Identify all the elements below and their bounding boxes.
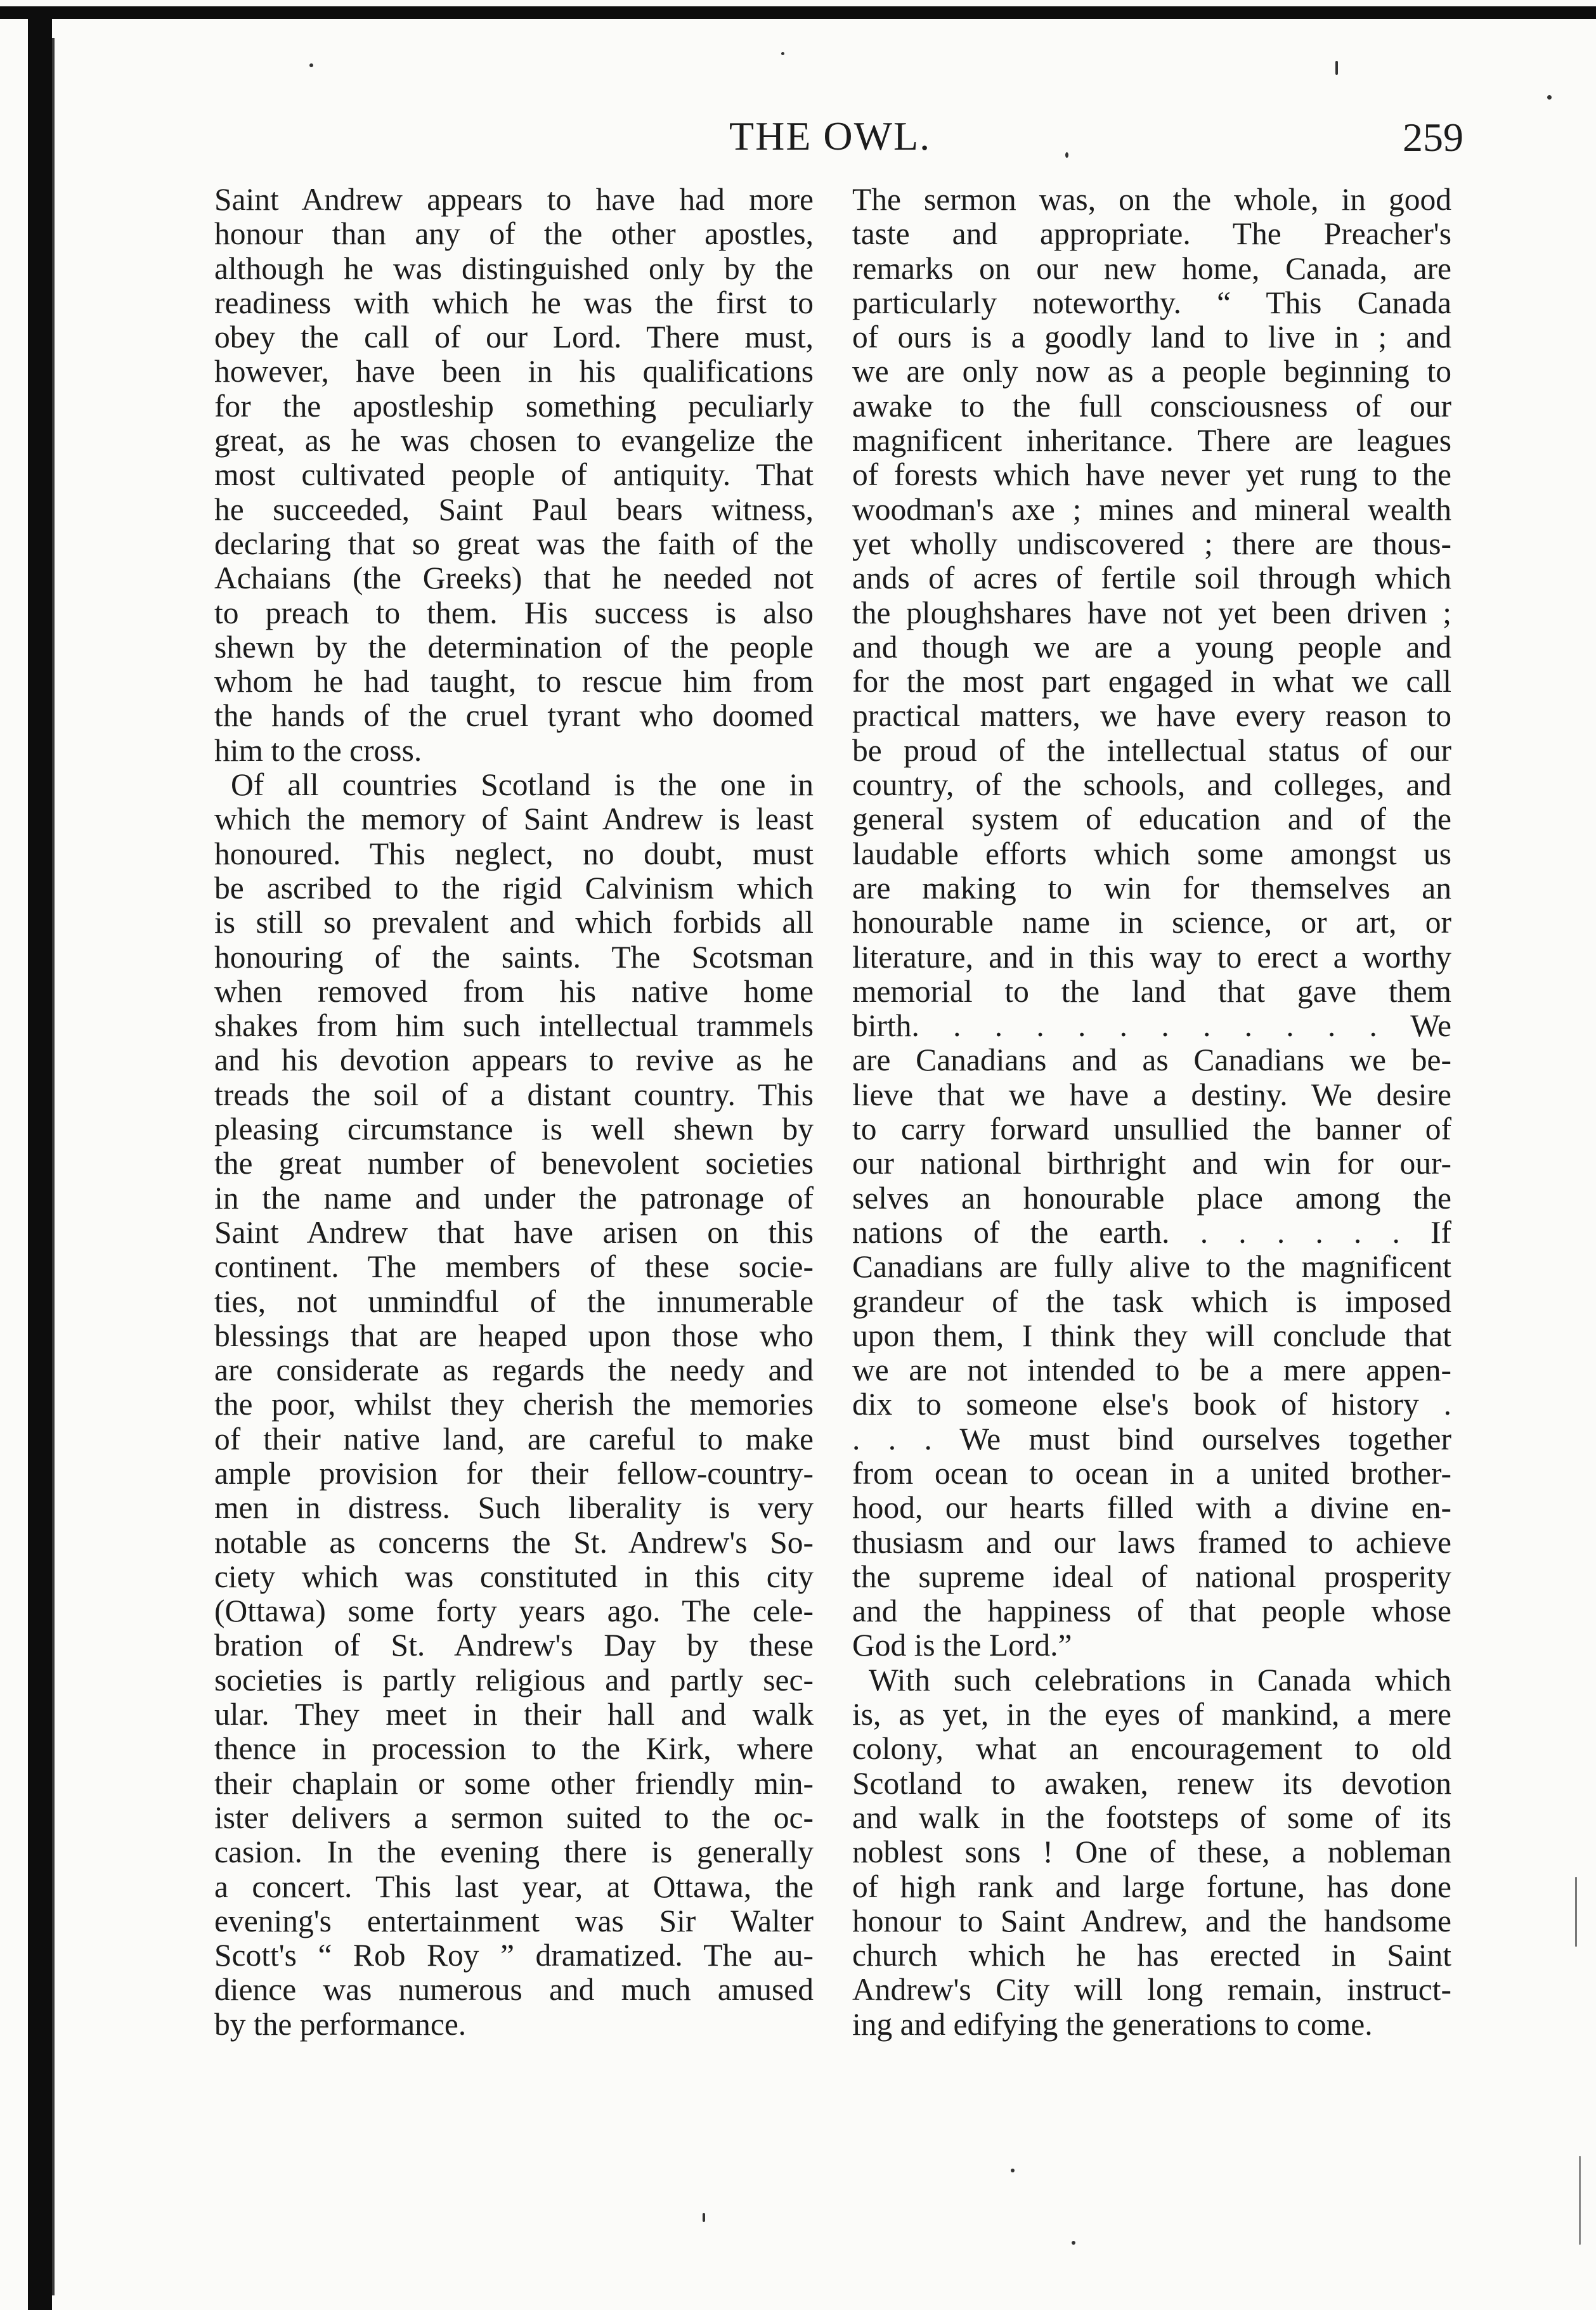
- right-column-line: we are only now as a people beginning to: [852, 354, 1451, 389]
- right-column-line: to carry forward unsullied the banner of: [852, 1112, 1451, 1147]
- right-column-line: memorial to the land that gave them: [852, 973, 1451, 1009]
- ink-speck: [1335, 61, 1338, 75]
- left-column-line: however, have been in his qualifications: [214, 354, 814, 389]
- left-column-line: when removed from his native home: [214, 973, 814, 1009]
- right-column-line: of high rank and large fortune, has done: [852, 1869, 1451, 1904]
- left-column-line: men in distress. Such liberality is very: [214, 1490, 814, 1526]
- top-border-rule: [0, 6, 1596, 19]
- left-column-line: Scott's “ Rob Roy ” dramatized. The au-: [214, 1938, 814, 1973]
- left-column-line: to preach to them. His success is also: [214, 595, 814, 630]
- left-column-line: pleasing circumstance is well shewn by: [214, 1112, 814, 1147]
- right-column-line: be proud of the intellectual status of our: [852, 732, 1451, 768]
- left-column-line: are considerate as regards the needy and: [214, 1353, 814, 1388]
- left-column-line: and his devotion appears to revive as he: [214, 1042, 814, 1078]
- left-column-line: bration of St. Andrew's Day by these: [214, 1628, 814, 1663]
- left-column-line: which the memory of Saint Andrew is least: [214, 801, 814, 837]
- left-column-line: continent. The members of these socie-: [214, 1249, 814, 1285]
- left-column-line: of their native land, are careful to make: [214, 1421, 814, 1457]
- ink-speck: [1065, 152, 1068, 158]
- right-column-line: . . . We must bind ourselves together: [852, 1421, 1451, 1457]
- right-column-line: literature, and in this way to erect a worthy: [852, 939, 1451, 975]
- left-column-line: ciety which was constituted in this city: [214, 1559, 814, 1594]
- right-column-line: taste and appropriate. The Preacher's: [852, 216, 1451, 252]
- right-column-line: our national birthright and win for our-: [852, 1146, 1451, 1181]
- left-column-line: declaring that so great was the faith of the: [214, 526, 814, 561]
- right-column-line: practical matters, we have every reason to: [852, 698, 1451, 734]
- right-column-line: noblest sons ! One of these, a nobleman: [852, 1834, 1451, 1870]
- right-column-line: are making to win for themselves an: [852, 870, 1451, 905]
- left-column-line: readiness with which he was the first to: [214, 285, 814, 320]
- right-column-line: Scotland to awaken, renew its devotion: [852, 1765, 1451, 1801]
- right-column-line: and the happiness of that people whose: [852, 1593, 1451, 1629]
- left-column-line: the hands of the cruel tyrant who doomed: [214, 698, 814, 734]
- right-column-line: The sermon was, on the whole, in good: [852, 182, 1451, 217]
- left-column-line: the great number of benevolent societies: [214, 1146, 814, 1181]
- left-column-line: ular. They meet in their hall and walk: [214, 1697, 814, 1732]
- right-column-line: upon them, I think they will conclude that: [852, 1318, 1451, 1353]
- left-column-line: great, as he was chosen to evangelize the: [214, 423, 814, 458]
- ink-speck: [703, 2213, 705, 2222]
- right-column-line: thusiasm and our laws framed to achieve: [852, 1524, 1451, 1560]
- left-column-line: their chaplain or some other friendly min-: [214, 1765, 814, 1801]
- right-column-line: hood, our hearts filled with a divine en-: [852, 1490, 1451, 1526]
- right-column-line: dix to someone else's book of history .: [852, 1387, 1451, 1422]
- left-column-line: ties, not unmindful of the innumerable: [214, 1283, 814, 1319]
- left-column-line: Of all countries Scotland is the one in: [231, 767, 814, 803]
- left-column-line: although he was distinguished only by the: [214, 250, 814, 286]
- right-column-line: church which he has erected in Saint: [852, 1938, 1451, 1973]
- right-column-line: the ploughshares have not yet been driven ;: [852, 595, 1451, 630]
- left-column-line: evening's entertainment was Sir Walter: [214, 1903, 814, 1938]
- ink-speck: [781, 52, 784, 55]
- right-column-line: is, as yet, in the eyes of mankind, a mere: [852, 1697, 1451, 1732]
- right-column-line: remarks on our new home, Canada, are: [852, 250, 1451, 286]
- left-column-line: whom he had taught, to rescue him from: [214, 664, 814, 699]
- left-column-line: honouring of the saints. The Scotsman: [214, 939, 814, 975]
- right-column-line: Canadians are fully alive to the magnificent: [852, 1249, 1451, 1285]
- left-column-line: a concert. This last year, at Ottawa, the: [214, 1869, 814, 1904]
- left-border-rule: [28, 6, 52, 2310]
- right-column-line: Andrew's City will long remain, instruct-: [852, 1972, 1451, 2008]
- left-column-line: is still so prevalent and which forbids all: [214, 905, 814, 940]
- right-column-line: grandeur of the task which is imposed: [852, 1283, 1451, 1319]
- left-column-line: for the apostleship something peculiarly: [214, 388, 814, 424]
- right-column-line: are Canadians and as Canadians we be-: [852, 1042, 1451, 1078]
- ink-speck: [1547, 95, 1552, 100]
- left-column-line: shakes from him such intellectual trammels: [214, 1008, 814, 1044]
- right-column-line: laudable efforts which some amongst us: [852, 836, 1451, 871]
- left-column-line: ample provision for their fellow-country-: [214, 1455, 814, 1491]
- ink-speck: [1072, 2241, 1075, 2245]
- right-column-line: yet wholly undiscovered ; there are thous-: [852, 526, 1451, 561]
- right-column-line: With such celebrations in Canada which: [869, 1662, 1451, 1697]
- right-column-line: for the most part engaged in what we call: [852, 664, 1451, 699]
- left-text-column: [214, 183, 814, 2042]
- left-column-line: thence in procession to the Kirk, where: [214, 1731, 814, 1767]
- right-column-line: and walk in the footsteps of some of its: [852, 1800, 1451, 1835]
- right-column-line: from ocean to ocean in a united brother-: [852, 1455, 1451, 1491]
- left-border-edge: [52, 38, 55, 2295]
- right-column-line: woodman's axe ; mines and mineral wealth: [852, 491, 1451, 527]
- right-column-line: of ours is a goodly land to live in ; and: [852, 320, 1451, 355]
- left-column-line: Achaians (the Greeks) that he needed not: [214, 561, 814, 596]
- left-column-line: societies is partly religious and partly sec-: [214, 1662, 814, 1697]
- left-column-line: honoured. This neglect, no doubt, must: [214, 836, 814, 871]
- ink-speck: [1575, 1877, 1577, 1947]
- right-column-line: selves an honourable place among the: [852, 1180, 1451, 1216]
- right-column-line: nations of the earth. . . . . . . If: [852, 1214, 1451, 1250]
- left-column-line: honour than any of the other apostles,: [214, 216, 814, 252]
- page-number: 259: [1403, 115, 1463, 160]
- left-column-line: Saint Andrew that have arisen on this: [214, 1214, 814, 1250]
- left-column-line: him to the cross.: [214, 732, 422, 768]
- right-column-line: ands of acres of fertile soil through which: [852, 561, 1451, 596]
- right-column-line: the supreme ideal of national prosperity: [852, 1559, 1451, 1594]
- left-column-line: obey the call of our Lord. There must,: [214, 320, 814, 355]
- left-column-line: the poor, whilst they cherish the memories: [214, 1387, 814, 1422]
- right-column-line: country, of the schools, and colleges, and: [852, 767, 1451, 803]
- right-column-line: particularly noteworthy. “ This Canada: [852, 285, 1451, 320]
- left-column-line: ister delivers a sermon suited to the oc-: [214, 1800, 814, 1835]
- left-column-line: in the name and under the patronage of: [214, 1180, 814, 1216]
- left-column-line: (Ottawa) some forty years ago. The cele-: [214, 1593, 814, 1629]
- left-column-line: he succeeded, Saint Paul bears witness,: [214, 491, 814, 527]
- right-column-line: magnificent inheritance. There are leagues: [852, 423, 1451, 458]
- ink-speck: [1011, 2169, 1015, 2172]
- right-column-line: birth. . . . . . . . . . . . We: [852, 1008, 1451, 1044]
- left-column-line: most cultivated people of antiquity. That: [214, 457, 814, 493]
- left-column-line: Saint Andrew appears to have had more: [214, 182, 814, 217]
- right-column-line: colony, what an encouragement to old: [852, 1731, 1451, 1767]
- ink-speck: [309, 63, 313, 67]
- right-text-column: [852, 183, 1451, 2042]
- left-column-line: shewn by the determination of the people: [214, 629, 814, 665]
- right-column-line: ing and edifying the generations to come.: [852, 2006, 1373, 2042]
- right-column-line: and though we are a young people and: [852, 629, 1451, 665]
- right-column-line: we are not intended to be a mere appen-: [852, 1353, 1451, 1388]
- right-column-line: lieve that we have a destiny. We desire: [852, 1077, 1451, 1112]
- right-column-line: honour to Saint Andrew, and the handsome: [852, 1903, 1451, 1938]
- right-column-line: awake to the full consciousness of our: [852, 388, 1451, 424]
- ink-speck: [1579, 2156, 1581, 2245]
- left-column-line: blessings that are heaped upon those who: [214, 1318, 814, 1353]
- right-column-line: honourable name in science, or art, or: [852, 905, 1451, 940]
- right-column-line: of forests which have never yet rung to the: [852, 457, 1451, 493]
- left-column-line: notable as concerns the St. Andrew's So-: [214, 1524, 814, 1560]
- right-column-line: God is the Lord.”: [852, 1628, 1072, 1663]
- left-column-line: casion. In the evening there is generally: [214, 1834, 814, 1870]
- left-column-line: be ascribed to the rigid Calvinism which: [214, 870, 814, 905]
- right-column-line: general system of education and of the: [852, 801, 1451, 837]
- left-column-line: by the performance.: [214, 2006, 467, 2042]
- left-column-line: treads the soil of a distant country. This: [214, 1077, 814, 1112]
- running-title: THE OWL.: [729, 114, 931, 159]
- left-column-line: dience was numerous and much amused: [214, 1972, 814, 2008]
